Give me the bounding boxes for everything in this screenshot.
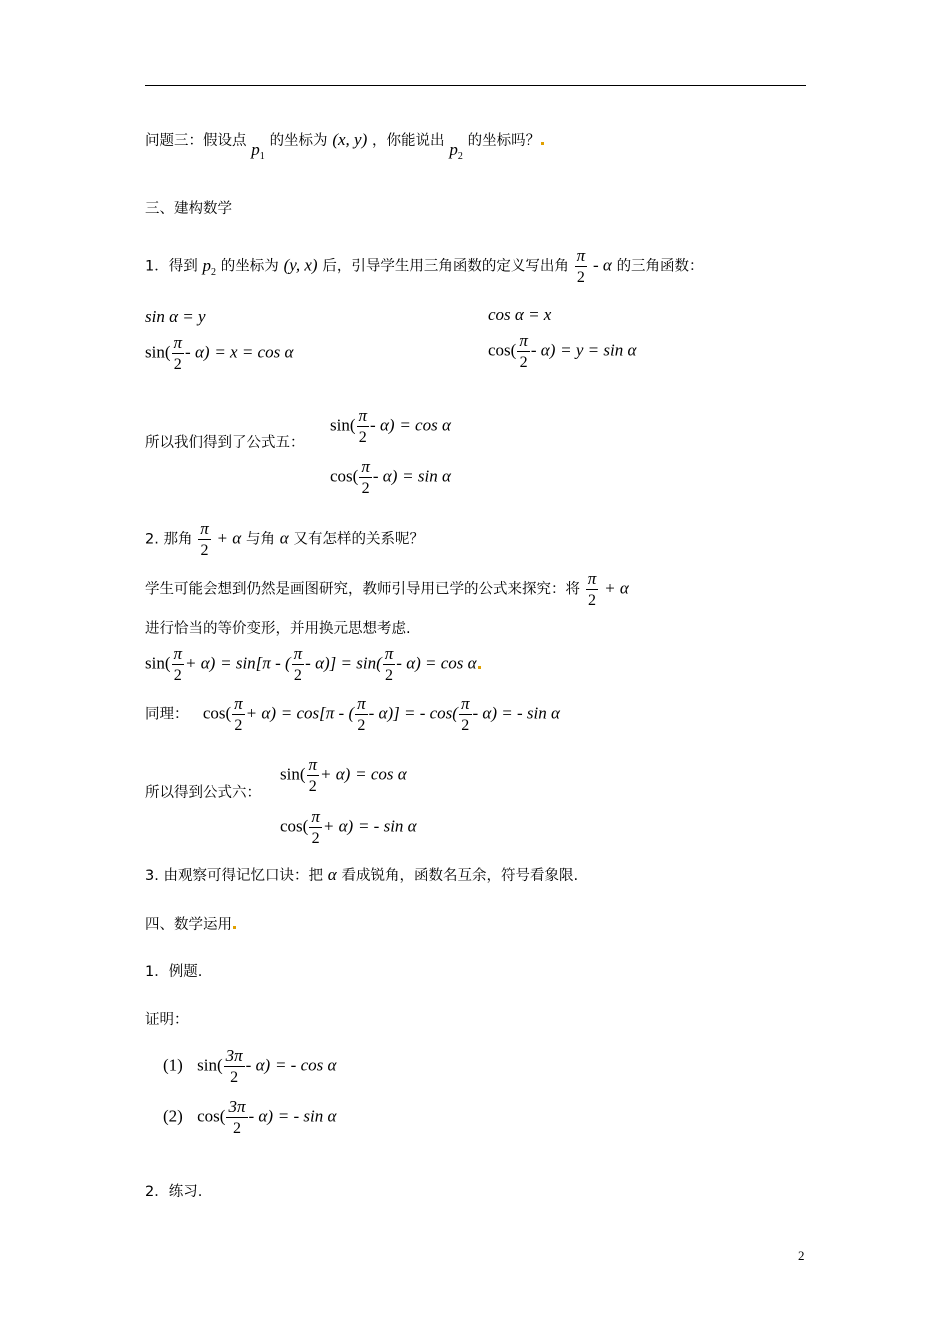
- section-4-heading: 四、数学运用: [145, 918, 236, 933]
- proof-item-2: (2) cos( $\frac{3\pi}{2}$ - α) = - sin α: [163, 1097, 337, 1137]
- sin-alpha-def: sin α = y: [145, 307, 206, 326]
- cos-alpha-def: cos α = x: [488, 305, 552, 324]
- derivation-sin: sin( $\frac{\pi}{2}$ + α) = sin[π - ( $\frac{\pi}{2}$ - α)] = sin( $\frac{\pi}{2}$ - α) = cos α: [145, 645, 481, 684]
- proof-item-1: (1) sin( $\frac{3\pi}{2}$ - α) = - cos α: [163, 1046, 337, 1086]
- proof-label: 证明：: [145, 1012, 189, 1028]
- step-3: 3. 由观察可得记忆口诀：把 α 看成锐角，函数名互余，符号看象限.: [145, 865, 579, 884]
- question-3: 问题三：假设点 $p_1$ 的坐标为 (x, y) ，你能说出 $p_2$ 的坐标吗？: [145, 131, 544, 149]
- step-1: 1．得到 $p_2$ 的坐标为 (y, x) 后，引导学生用三角函数的定义写出角 $\frac{\pi}{2}$ - α 的三角函数：: [145, 246, 704, 286]
- header-rule: [145, 85, 806, 86]
- fraction-pi-over-2: $\frac{\pi}{2}$: [576, 246, 586, 286]
- formula-6-cos: cos( $\frac{\pi}{2}$ + α) = - sin α: [280, 807, 417, 847]
- step-2: 2. 那角 $\frac{\pi}{2}$ + α 与角 α 又有怎样的关系呢？: [145, 519, 424, 559]
- cos-complement-def: cos( $\frac{\pi}{2}$ - α) = y = sin α: [488, 331, 637, 371]
- sin-complement-def: sin( $\frac{\pi}{2}$ - α) = x = cos α: [145, 333, 294, 373]
- derivation-cos: 同理： cos( $\frac{\pi}{2}$ + α) = cos[π - ( $\frac{\pi}{2}$ - α)] = - cos( $\frac{\pi}{2}$ - α) = - sin α: [145, 694, 560, 734]
- p2: $p_2$: [449, 140, 463, 162]
- p1: $p_1$: [251, 140, 265, 162]
- formula-5-sin: sin( $\frac{\pi}{2}$ - α) = cos α: [330, 406, 451, 446]
- formula-6-label: 所以得到公式六：: [145, 785, 261, 801]
- section-3-heading: 三、建构数学: [145, 201, 232, 217]
- example-heading: 1．例题.: [145, 964, 203, 980]
- page-number: 2: [798, 1248, 805, 1263]
- step-2-explain: 学生可能会想到仍然是画图研究，教师引导用已学的公式来探究：将 $\frac{\pi}{2}$ + α: [145, 569, 629, 609]
- formula-6-sin: sin( $\frac{\pi}{2}$ + α) = cos α: [280, 755, 407, 795]
- step-2-explain-cont: 进行恰当的等价变形，并用换元思想考虑.: [145, 621, 411, 637]
- formula-5-label: 所以我们得到了公式五：: [145, 435, 305, 451]
- practice-heading: 2．练习.: [145, 1184, 203, 1200]
- formula-5-cos: cos( $\frac{\pi}{2}$ - α) = sin α: [330, 457, 451, 497]
- marker-dot: [541, 142, 544, 145]
